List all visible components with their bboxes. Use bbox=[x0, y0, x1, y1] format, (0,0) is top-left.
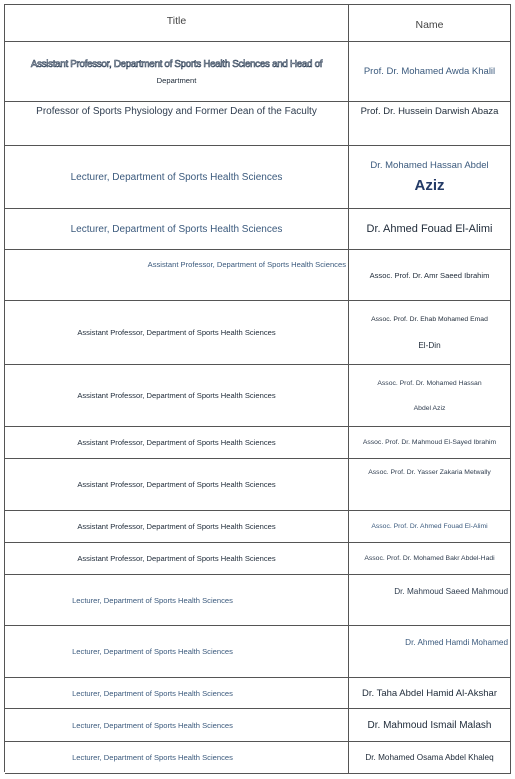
table-row-title: Assistant Professor, Department of Sports Health Sciences bbox=[5, 365, 349, 427]
table-row-name: Dr. Mahmoud Ismail Malash bbox=[349, 709, 511, 742]
table-row-name bbox=[349, 365, 511, 427]
table-row-name bbox=[349, 146, 511, 209]
table-row-name: Dr. Taha Abdel Hamid Al-Akshar bbox=[349, 678, 511, 709]
name-text: Assoc. Prof. Dr. Mohamed Hassan bbox=[377, 379, 482, 387]
table-row-name: Dr. Mohamed Osama Abdel Khaleq bbox=[349, 742, 511, 774]
table-row-name: Assoc. Prof. Dr. Ahmed Fouad El-Alimi bbox=[349, 511, 511, 543]
table-row-title bbox=[5, 42, 349, 102]
table-row-title: Assistant Professor, Department of Sports Health Sciences bbox=[5, 511, 349, 543]
table-row-title: Lecturer, Department of Sports Health Sciences bbox=[5, 742, 349, 774]
table-row-title: Lecturer, Department of Sports Health Sciences bbox=[5, 709, 349, 742]
table-row-title: Assistant Professor, Department of Sports Health Sciences bbox=[5, 301, 349, 365]
header-title: Title bbox=[5, 5, 349, 42]
title-text: Assistant Professor, Department of Sports Health Sciences and Head of bbox=[30, 58, 323, 70]
name-text-line2: Abdel Aziz bbox=[413, 404, 446, 412]
table-row-name: Prof. Dr. Mohamed Awda Khalil bbox=[349, 42, 511, 102]
table-row-name: Dr. Mahmoud Saeed Mahmoud bbox=[349, 575, 511, 626]
header-name: Name bbox=[349, 5, 511, 42]
table-row-name: Assoc. Prof. Dr. Mahmoud El-Sayed Ibrahim bbox=[349, 427, 511, 459]
table-row-name: Dr. Ahmed Fouad El-Alimi bbox=[349, 209, 511, 250]
name-text: Assoc. Prof. Dr. Ehab Mohamed Emad bbox=[371, 315, 488, 323]
table-row-title: Lecturer, Department of Sports Health Sciences bbox=[5, 575, 349, 626]
table-row-title: Lecturer, Department of Sports Health Sciences bbox=[5, 146, 349, 209]
name-text-line2: Aziz bbox=[414, 177, 445, 194]
table-row-title: Assistant Professor, Department of Sports Health Sciences bbox=[5, 459, 349, 511]
table-row-title: Professor of Sports Physiology and Former Dean of the Faculty bbox=[5, 102, 349, 146]
table-row-name: Assoc. Prof. Dr. Amr Saeed Ibrahim bbox=[349, 250, 511, 301]
table-row-title: Assistant Professor, Department of Sports Health Sciences bbox=[5, 250, 349, 301]
table-row-name: Assoc. Prof. Dr. Yasser Zakaria Metwally bbox=[349, 459, 511, 511]
table-row-title: Lecturer, Department of Sports Health Sciences bbox=[5, 678, 349, 709]
staff-table bbox=[4, 4, 511, 772]
table-row-title: Assistant Professor, Department of Sports Health Sciences bbox=[5, 543, 349, 575]
table-row-name: Dr. Ahmed Hamdi Mohamed bbox=[349, 626, 511, 678]
table-row-title: Lecturer, Department of Sports Health Sciences bbox=[5, 209, 349, 250]
name-text: Dr. Mohamed Hassan Abdel bbox=[370, 160, 489, 171]
table-row-name bbox=[349, 301, 511, 365]
table-row-title: Lecturer, Department of Sports Health Sciences bbox=[5, 626, 349, 678]
name-text-line2: El-Din bbox=[418, 340, 441, 350]
table-row-name: Assoc. Prof. Dr. Mohamed Bakr Abdel-Hadi bbox=[349, 543, 511, 575]
table-row-name: Prof. Dr. Hussein Darwish Abaza bbox=[349, 102, 511, 146]
table-row-title: Assistant Professor, Department of Sports Health Sciences bbox=[5, 427, 349, 459]
title-text-line2: Department bbox=[156, 75, 197, 85]
